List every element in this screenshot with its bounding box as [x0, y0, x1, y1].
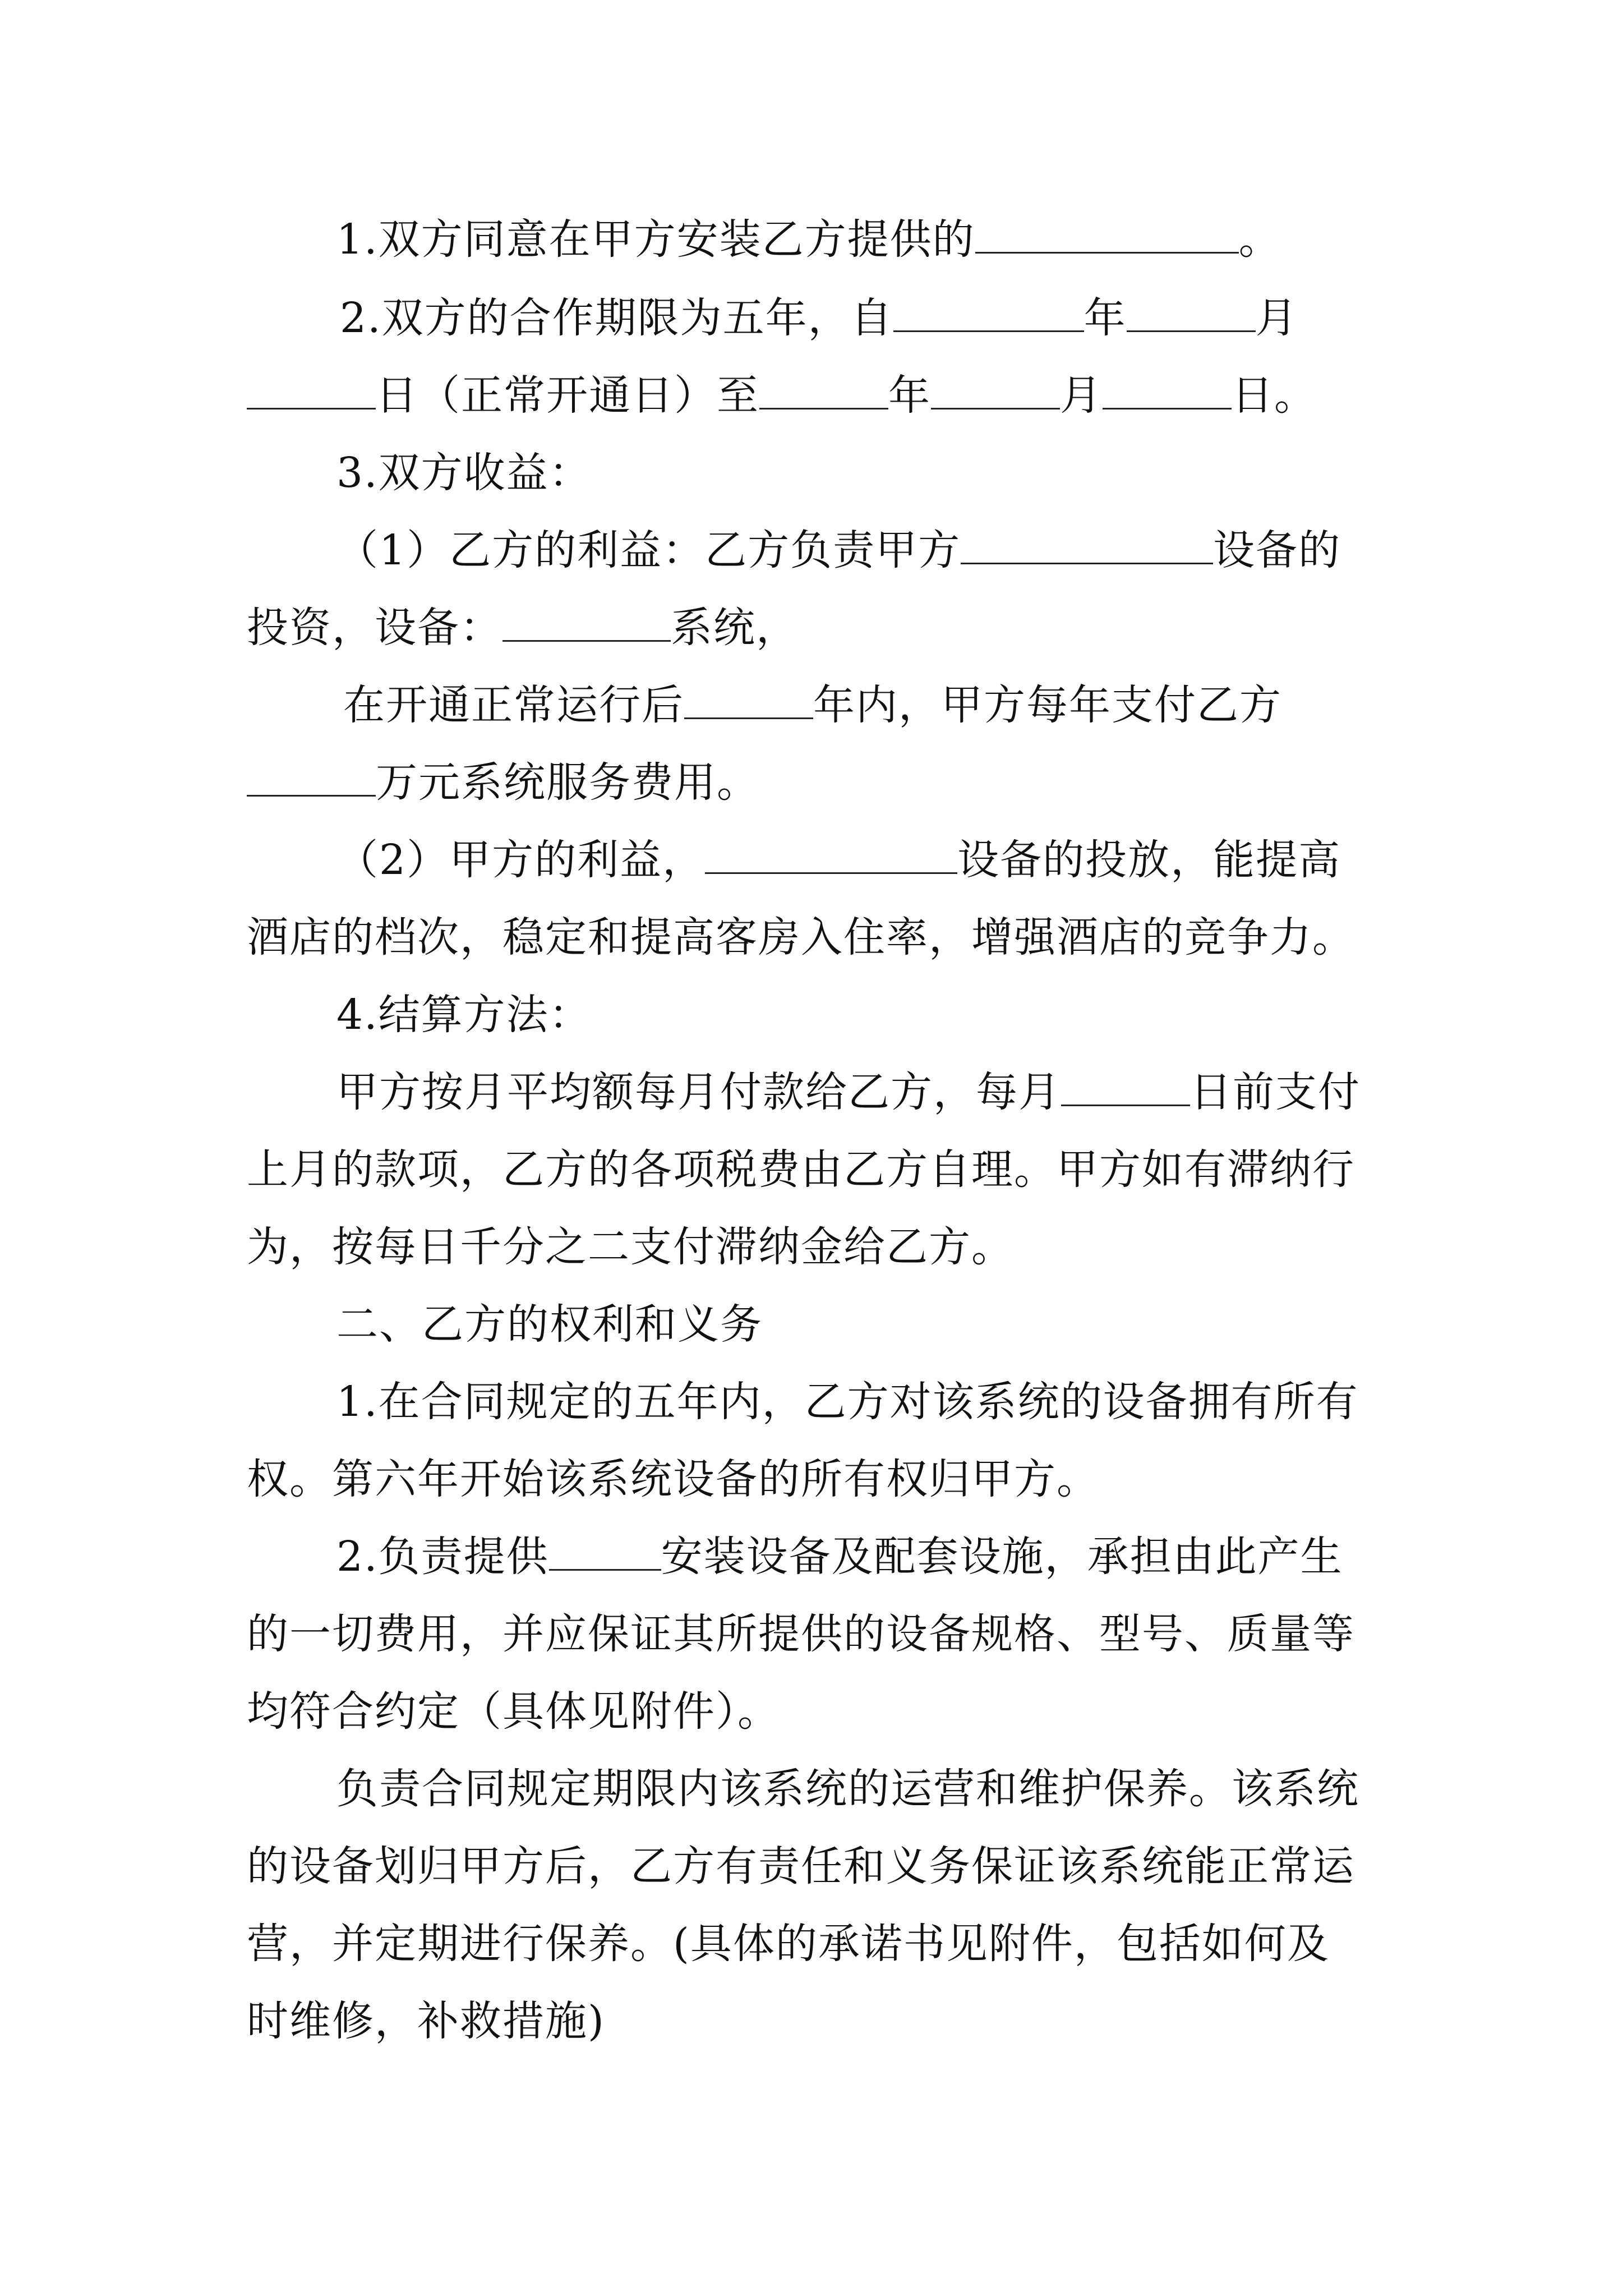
paragraph-line	[336, 215, 1281, 264]
paragraph-line	[336, 1765, 1359, 1813]
paragraph-line	[247, 1920, 1330, 1968]
fill-in-blank	[1127, 298, 1256, 332]
text-run: 日。	[1232, 371, 1317, 420]
paragraph-line	[247, 1842, 1355, 1890]
text-run: 酒店的档次，稳定和提高客房入住率，增强酒店的竞争力。	[247, 913, 1355, 961]
text-run: 的一切费用，并应保证其所提供的设备规格、型号、质量等	[247, 1610, 1355, 1658]
paragraph-line	[247, 1997, 605, 2045]
text-run: 日前支付	[1190, 1068, 1361, 1116]
paragraph-line	[336, 1378, 1359, 1426]
paragraph-line	[336, 449, 592, 497]
fill-in-blank	[893, 298, 1084, 332]
text-run: 投资，设备：	[247, 604, 502, 652]
text-run: 1.在合同规定的五年内，乙方对该系统的设备拥有所有	[336, 1378, 1359, 1426]
fill-in-blank	[931, 375, 1060, 409]
text-run: 均符合约定（具体见附件）。	[247, 1687, 780, 1736]
text-run: 2.双方的合作期限为五年，自	[340, 294, 893, 342]
text-run: 安装设备及配套设施，承担由此产生	[661, 1533, 1343, 1581]
text-run: （2）甲方的利益，	[336, 836, 706, 884]
paragraph-line	[247, 1223, 1014, 1271]
text-run: 系统，	[671, 604, 799, 652]
paragraph-line	[247, 1145, 1355, 1194]
paragraph-line	[247, 913, 1355, 961]
fill-in-blank	[502, 608, 671, 642]
text-run: 3.双方收益：	[336, 449, 592, 497]
text-run: 的设备划归甲方后，乙方有责任和义务保证该系统能正常运	[247, 1842, 1355, 1890]
text-run: 年内，甲方每年支付乙方	[813, 681, 1282, 729]
text-run: 时维修，补救措施)	[247, 1997, 605, 2045]
fill-in-blank	[549, 1536, 661, 1571]
paragraph-line	[247, 371, 1317, 420]
text-run: 1.双方同意在甲方安装乙方提供的	[336, 215, 975, 264]
text-run: 年	[1083, 294, 1127, 342]
paragraph-line	[336, 1533, 1343, 1581]
paragraph-line	[343, 681, 1282, 729]
section-heading	[336, 1300, 763, 1349]
fill-in-blank	[1061, 1072, 1190, 1106]
paragraph-line	[336, 836, 1341, 884]
text-run: 权。第六年开始该系统设备的所有权归甲方。	[247, 1455, 1099, 1503]
text-run: 月	[1255, 294, 1298, 342]
text-run: 营，并定期进行保养。(具体的承诺书见附件，包括如何及	[247, 1920, 1330, 1968]
text-run: 在开通正常运行后	[343, 681, 684, 729]
text-run: 2.负责提供	[336, 1533, 549, 1581]
paragraph-line	[340, 294, 1298, 342]
paragraph-line	[336, 526, 1341, 574]
text-run: 日（正常开通日）至	[376, 371, 759, 420]
text-run: 设备的	[1213, 526, 1341, 574]
fill-in-blank	[975, 219, 1239, 254]
text-run: （1）乙方的利益：乙方负责甲方	[336, 526, 961, 574]
paragraph-line	[247, 1687, 780, 1736]
fill-in-blank	[1103, 375, 1232, 409]
text-run: 二、乙方的权利和义务	[336, 1300, 763, 1349]
text-run: 4.结算方法：	[336, 991, 592, 1039]
text-run: 为，按每日千分之二支付滞纳金给乙方。	[247, 1223, 1014, 1271]
fill-in-blank	[247, 762, 376, 797]
text-run: 年	[888, 371, 931, 420]
paragraph-line	[247, 604, 799, 652]
fill-in-blank	[247, 375, 376, 409]
paragraph-line	[336, 991, 592, 1039]
text-run: 。	[1238, 215, 1281, 264]
paragraph-line	[247, 1455, 1099, 1503]
text-run: 设备的投放，能提高	[957, 836, 1341, 884]
fill-in-blank	[961, 530, 1213, 564]
text-run: 月	[1060, 371, 1103, 420]
text-run: 甲方按月平均额每月付款给乙方，每月	[336, 1068, 1061, 1116]
fill-in-blank	[705, 840, 957, 874]
fill-in-blank	[759, 375, 888, 409]
paragraph-line	[336, 1068, 1361, 1116]
paragraph-line	[247, 758, 759, 807]
fill-in-blank	[684, 685, 813, 719]
text-run: 上月的款项，乙方的各项税费由乙方自理。甲方如有滞纳行	[247, 1145, 1355, 1194]
text-run: 负责合同规定期限内该系统的运营和维护保养。该系统	[336, 1765, 1359, 1813]
paragraph-line	[247, 1610, 1355, 1658]
text-run: 万元系统服务费用。	[376, 758, 759, 807]
